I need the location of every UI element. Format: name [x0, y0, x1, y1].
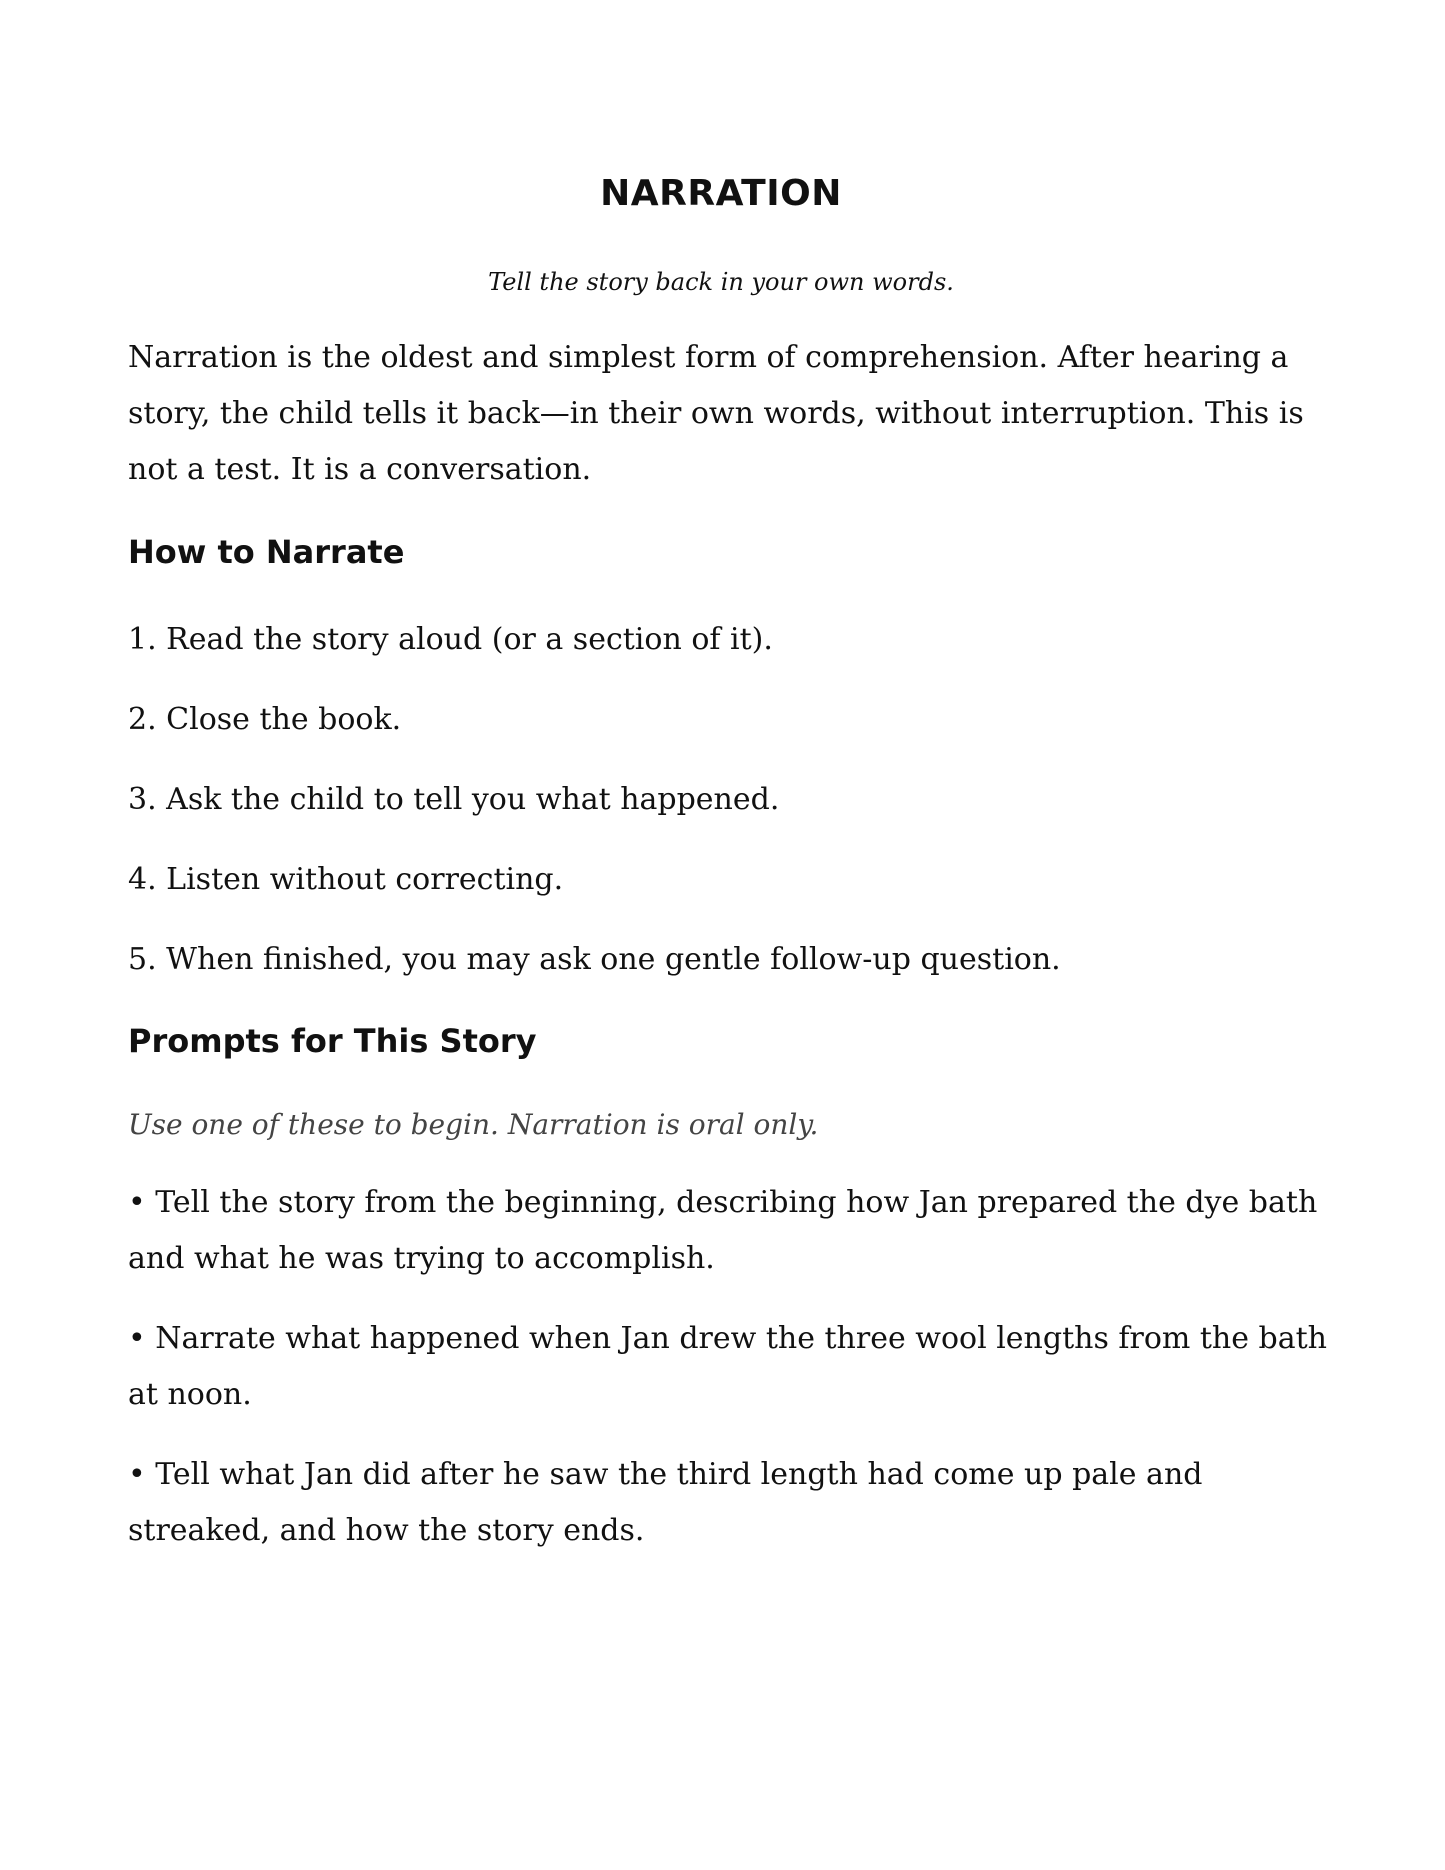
- list-item: 4. Listen without correcting.: [128, 862, 564, 897]
- list-item: • Narrate what happened when Jan drew the three wool lengths from the bath at noon.: [128, 1321, 1328, 1412]
- prompts-note: Use one of these to begin. Narration is oral only.: [128, 1108, 819, 1141]
- page-title: NARRATION: [600, 173, 842, 214]
- list-item: 2. Close the book.: [128, 702, 402, 737]
- list-item: 5. When finished, you may ask one gentle follow-up question.: [128, 942, 1061, 977]
- list-item: • Tell what Jan did after he saw the third length had come up pale and streaked, and how the story ends.: [128, 1457, 1203, 1548]
- prompts-heading: Prompts for This Story: [128, 1022, 537, 1060]
- intro-paragraph: Narration is the oldest and simplest form of comprehension. After hearing a story, the child tells it back—in their own words, without interruption. This is not a test. It is a conversation.: [128, 340, 1304, 487]
- narration-steps-list: [128, 612, 1061, 1012]
- prompts-list: [128, 1175, 1328, 1583]
- list-item: • Tell the story from the beginning, describing how Jan prepared the dye bath and what he was trying to accomplish.: [128, 1185, 1318, 1276]
- page-subtitle: Tell the story back in your own words.: [488, 268, 954, 296]
- list-item: 3. Ask the child to tell you what happened.: [128, 782, 780, 817]
- list-item: 1. Read the story aloud (or a section of it).: [128, 622, 773, 657]
- how-to-narrate-heading: How to Narrate: [128, 533, 405, 571]
